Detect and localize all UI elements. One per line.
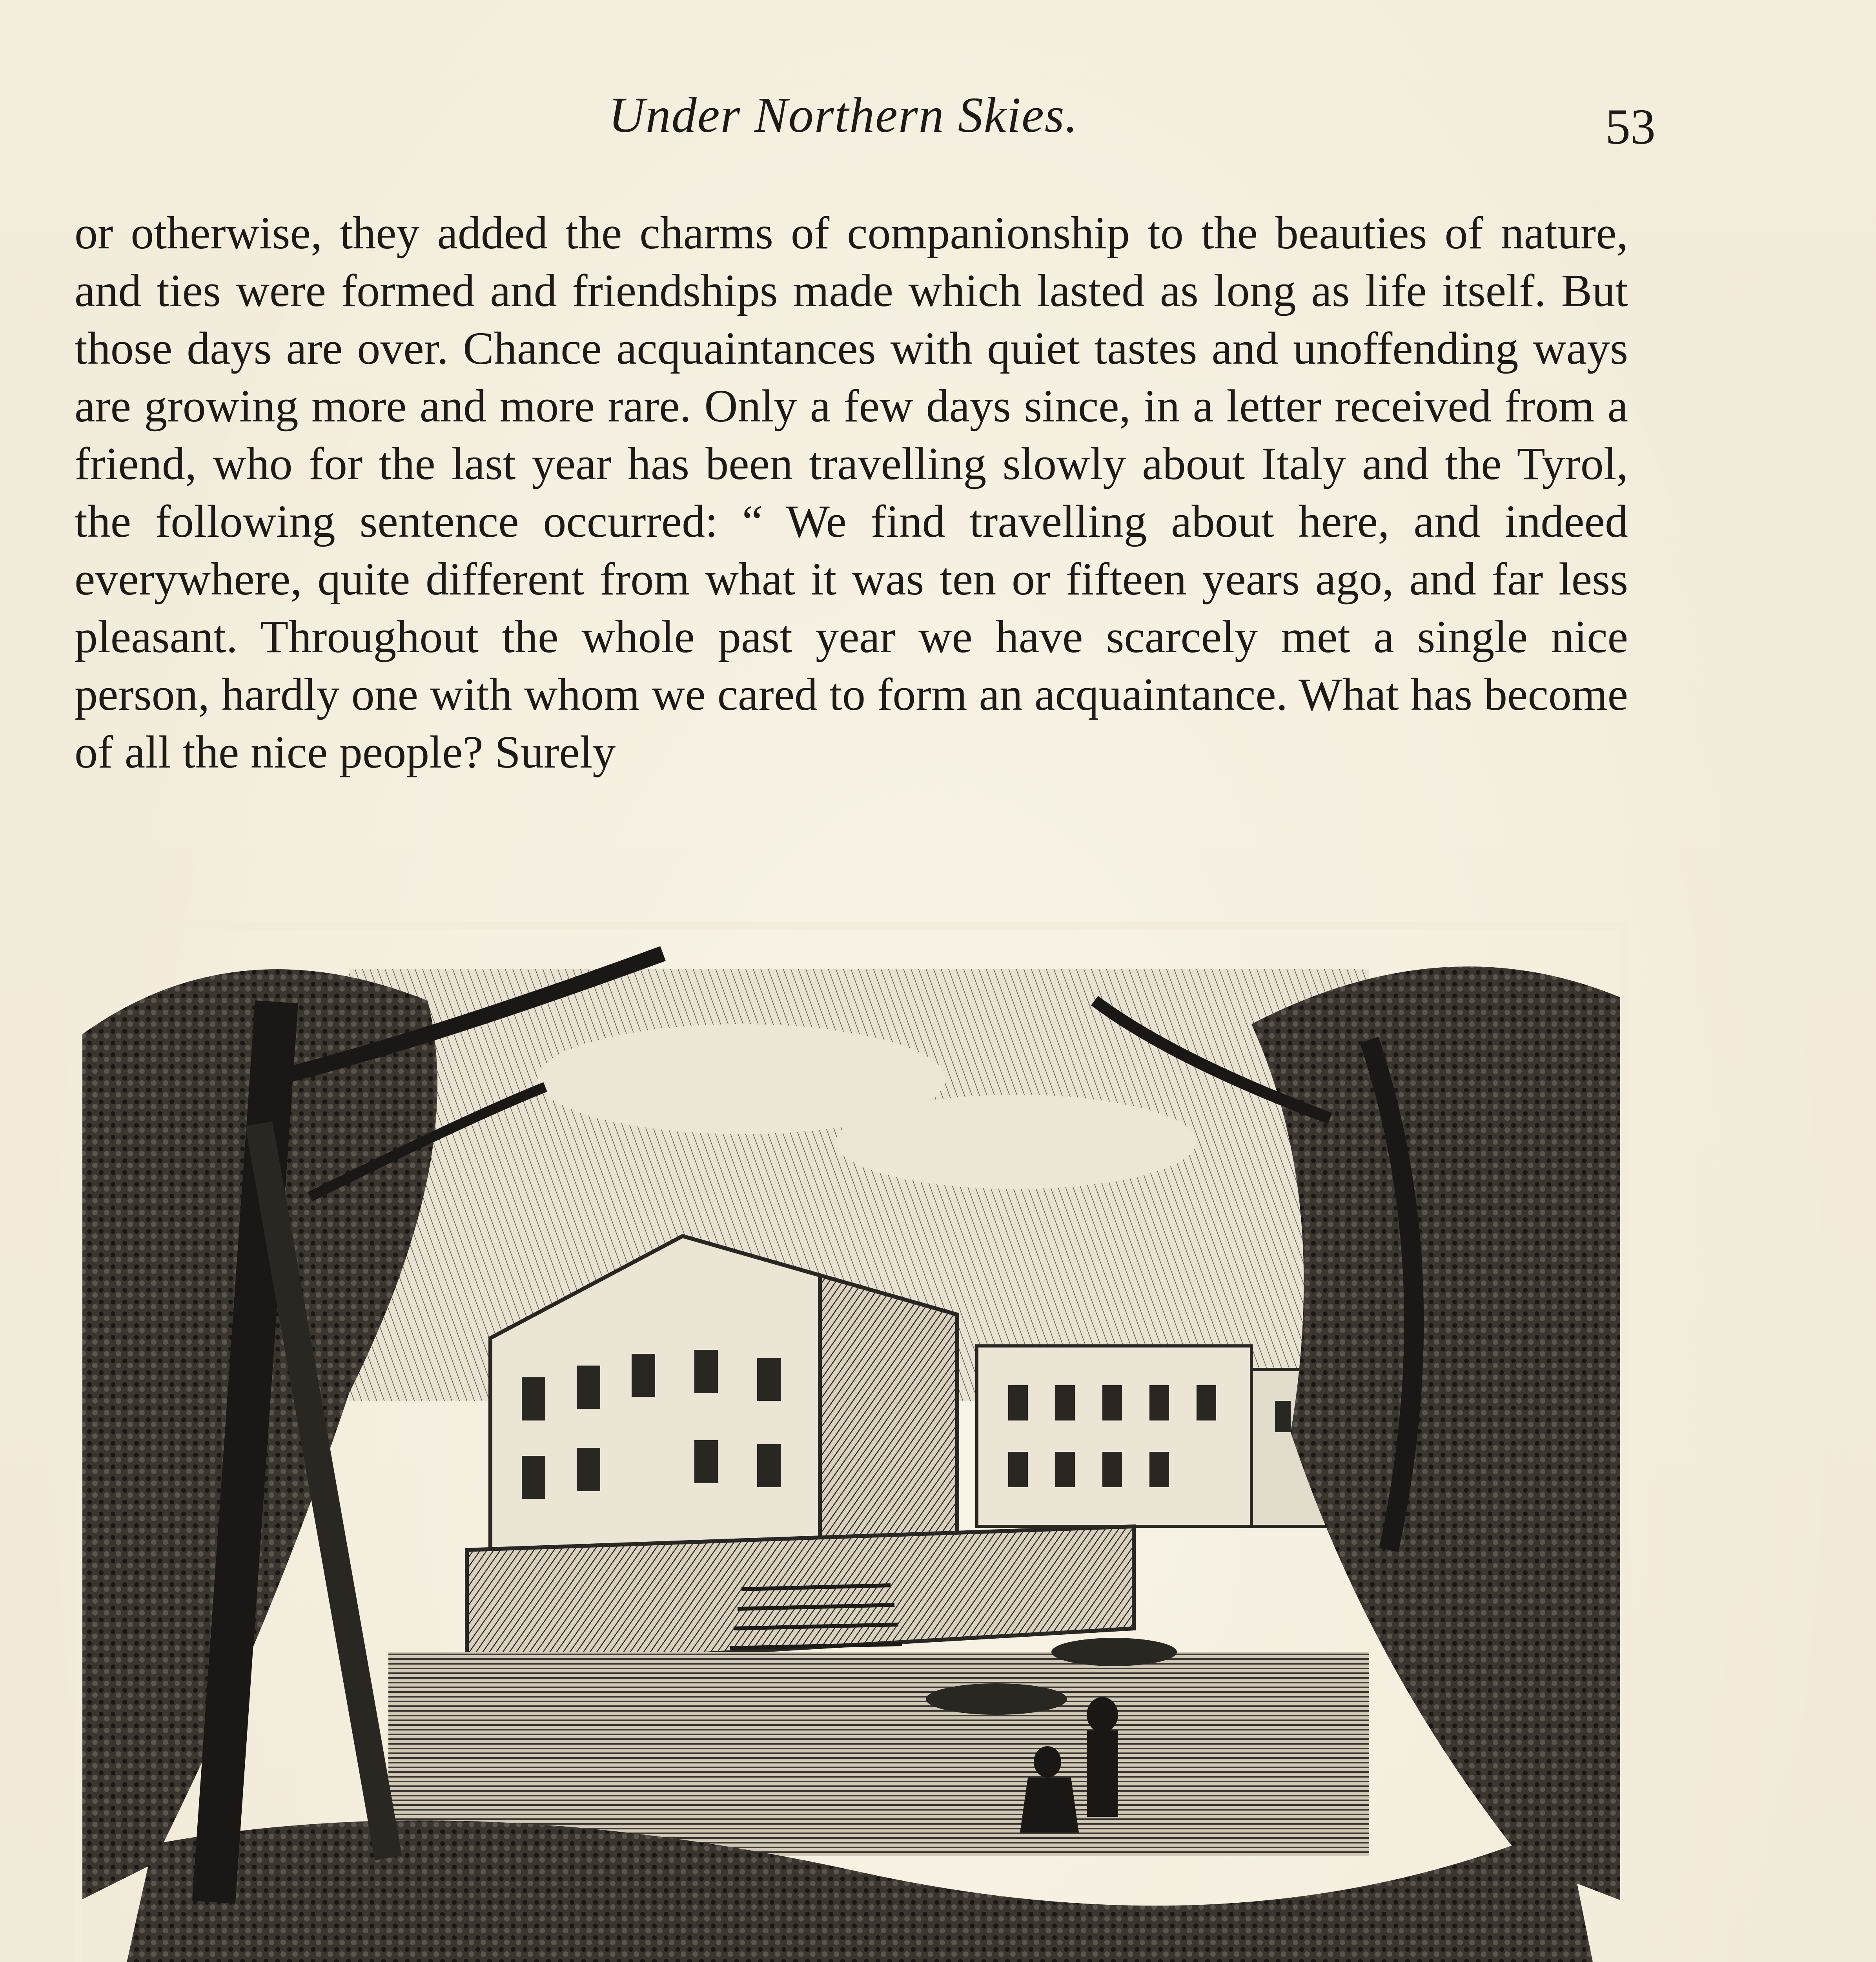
body-text-top [75,204,1628,781]
engraving-svg [75,922,1628,1962]
rowing-boat [926,1683,1067,1715]
cloud-shape [836,1095,1197,1189]
page-number: 53 [1605,99,1656,155]
engraving-illustration [75,922,1628,1962]
paragraph: or otherwise, they added the charms of companionship to the beauties of nature, and ties were formed and friendships made which lasted as long as life itself. But those days are over. Chance acquaintances with quiet tastes and unoffending ways are growing more and more rare. Only a few days since, in a letter received from a friend, who for the last year has been travelling slowly about Italy and the Tyrol, the following sentence occurred: “ We find travelling about here, and indeed everywhere, quite different from what it was ten or fifteen years ago, and far less pleasant. Throughout the whole past year we have scarcely met a single nice person, hardly one with whom we cared to form an acquaintance. What has become of all the nice people? Surely [75,207,1628,778]
rowing-boat [1051,1638,1177,1666]
running-title: Under Northern Skies. [608,87,1078,143]
